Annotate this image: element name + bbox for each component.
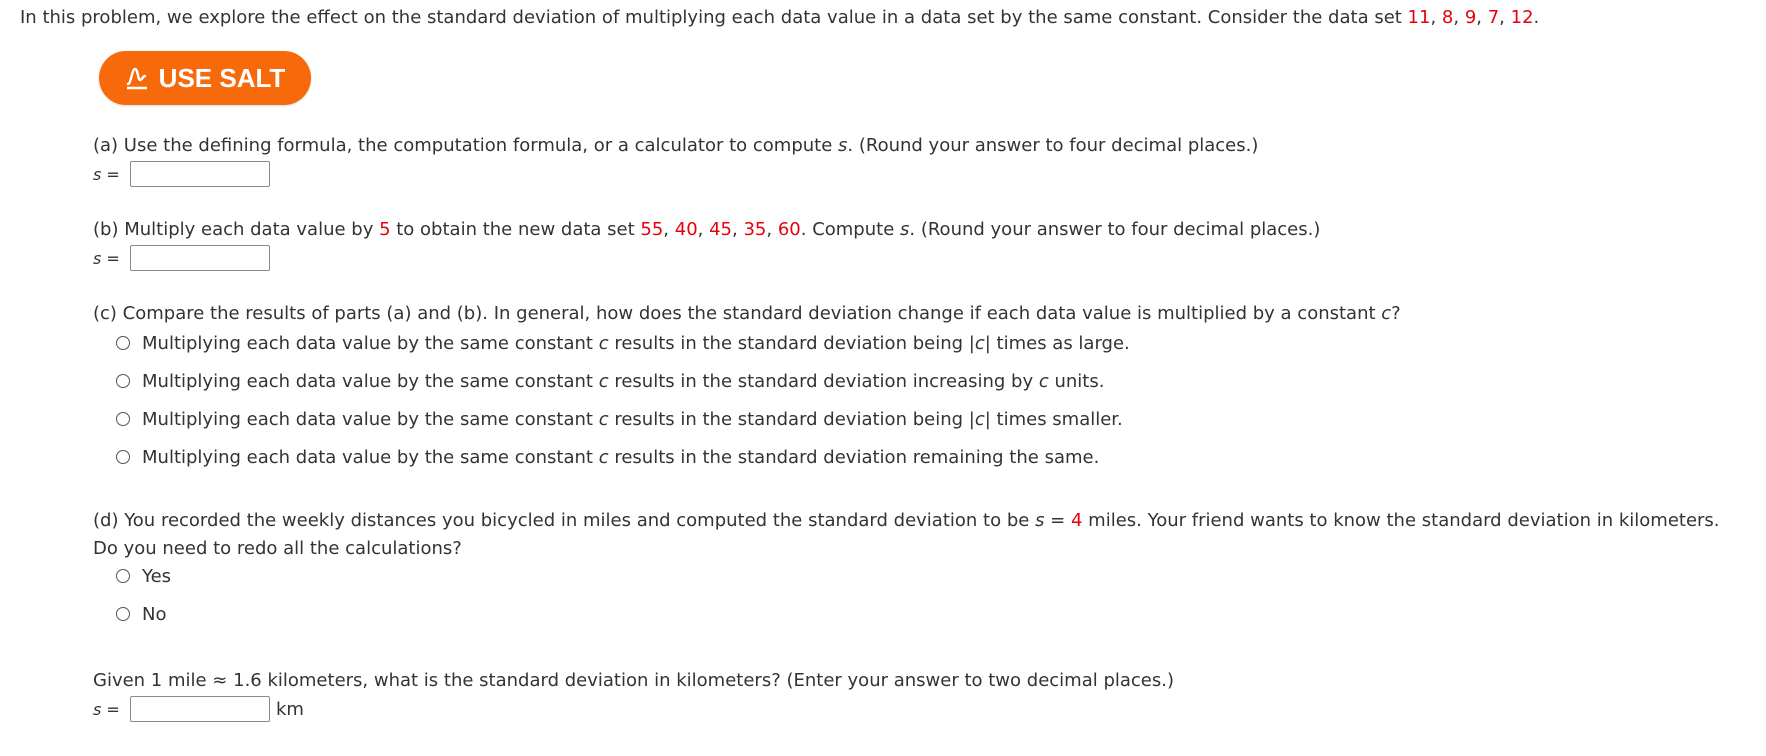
data-value: 7 [1487, 7, 1500, 28]
radio-button[interactable] [116, 607, 130, 621]
part-a-question: (a) Use the defining formula, the computation formula, or a calculator to compute s. (Round your answer to four decimal places.) [93, 135, 1259, 156]
option-label: Multiplying each data value by the same constant c results in the standard deviation being |c| times as large. [142, 332, 1130, 354]
intro-text [20, 6, 1539, 30]
radio-button[interactable] [116, 569, 130, 583]
data-value: 8 [1441, 7, 1454, 28]
data-separator: , [1453, 7, 1465, 28]
new-data-value: 40 [674, 219, 698, 240]
part-b-answer-label: s = [93, 248, 120, 268]
option-label: No [142, 603, 167, 625]
data-separator: , [1430, 7, 1442, 28]
part-b-question: (b) Multiply each data value by 5 to obtain the new data set 55, 40, 45, 35, 60. Compute s. (Round your answer to four decimal places.) [93, 219, 1321, 240]
new-data-value: 55 [640, 219, 664, 240]
data-separator: . [1533, 7, 1540, 28]
data-value: 12 [1510, 7, 1534, 28]
part-d-sd-value: 4 [1070, 510, 1083, 531]
data-separator: . [800, 219, 813, 240]
new-data-value: 35 [743, 219, 767, 240]
option-label: Multiplying each data value by the same constant c results in the standard deviation being |c| times smaller. [142, 408, 1123, 430]
part-a-answer-row [93, 159, 270, 189]
option-label: Multiplying each data value by the same constant c results in the standard deviation increasing by c units. [142, 370, 1105, 392]
part-c-option-4[interactable] [116, 444, 1099, 470]
use-salt-label: USE SALT [158, 62, 286, 93]
salt-chart-icon [125, 66, 149, 90]
use-salt-button[interactable] [99, 51, 311, 105]
radio-button[interactable] [116, 374, 130, 388]
part-c-option-1[interactable] [116, 330, 1130, 356]
part-d-answer-label: s = [93, 699, 120, 719]
data-separator: , [732, 219, 744, 240]
data-value: 11 [1407, 7, 1431, 28]
new-data-value: 60 [777, 219, 801, 240]
part-d-option-no[interactable] [116, 601, 166, 627]
part-b-multiplier: 5 [379, 219, 391, 240]
option-label: Multiplying each data value by the same constant c results in the standard deviation remaining the same. [142, 446, 1100, 468]
radio-button[interactable] [116, 336, 130, 350]
new-data-value: 45 [709, 219, 733, 240]
part-c-option-3[interactable] [116, 406, 1123, 432]
part-c-question: (c) Compare the results of parts (a) and (b). In general, how does the standard deviation change if each data value is multiplied by a constant c? [93, 303, 1401, 324]
km-unit-label: km [276, 698, 304, 720]
radio-button[interactable] [116, 450, 130, 464]
option-label: Yes [142, 565, 172, 587]
part-d-given-text: Given 1 mile ≈ 1.6 kilometers, what is the standard deviation in kilometers? (Enter your answer to two decimal places.) [93, 670, 1175, 691]
data-value: 9 [1464, 7, 1477, 28]
data-separator: , [663, 219, 675, 240]
part-d-option-yes[interactable] [116, 563, 171, 589]
intro-data-set [1408, 7, 1540, 28]
part-a-answer-input[interactable] [130, 161, 270, 187]
part-a-answer-label: s = [93, 164, 120, 184]
part-c-option-2[interactable] [116, 368, 1104, 394]
part-d-answer-row [93, 694, 304, 724]
intro-sentence: In this problem, we explore the effect on the standard deviation of multiplying each data value in a data set by the same constant. Consider the data set [20, 7, 1408, 28]
data-separator: , [1476, 7, 1488, 28]
part-d-answer-input[interactable] [130, 696, 270, 722]
data-separator: , [766, 219, 778, 240]
part-b-answer-row [93, 243, 270, 273]
part-b-answer-input[interactable] [130, 245, 270, 271]
data-separator: , [1499, 7, 1511, 28]
radio-button[interactable] [116, 412, 130, 426]
part-d-question-line1: (d) You recorded the weekly distances you bicycled in miles and computed the standard deviation to be s = 4 miles. Your friend wants to know the standard deviation in kilometers. [93, 510, 1720, 531]
part-b-new-data-set [640, 219, 812, 240]
part-d-question-line2: Do you need to redo all the calculations? [93, 538, 462, 559]
data-separator: , [697, 219, 710, 240]
